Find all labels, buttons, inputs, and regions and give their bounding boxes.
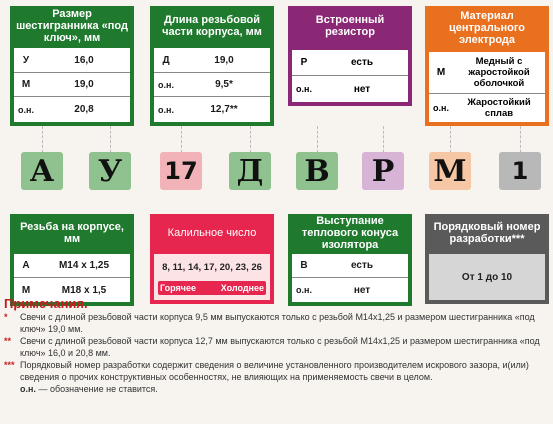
table-row bbox=[14, 48, 130, 73]
resistor-panel bbox=[288, 6, 412, 106]
table-row bbox=[14, 97, 130, 122]
electrode-panel bbox=[425, 6, 549, 126]
code-letter-resistor: Р bbox=[362, 152, 404, 190]
resistor-table bbox=[292, 50, 408, 102]
insulator-panel bbox=[288, 214, 412, 306]
thread-panel bbox=[10, 214, 134, 306]
row-value: есть bbox=[350, 260, 374, 271]
thread-length-panel bbox=[150, 6, 274, 126]
code-letter-serial: 1 bbox=[499, 152, 541, 190]
table-row bbox=[292, 50, 408, 76]
row-value: 9,5* bbox=[215, 79, 233, 90]
row-key: о.н. bbox=[433, 103, 449, 113]
thread-title: Резьба на корпусе, мм bbox=[10, 214, 134, 252]
table-row bbox=[14, 254, 130, 278]
table-row bbox=[292, 254, 408, 278]
note-text: Свечи с длиной резьбовой части корпуса 12,7 мм выпускаются только с резьбой М14х1,25 и размером шестигранника «под ключ» 16,0 и 20,8 мм. bbox=[20, 336, 540, 358]
table-row bbox=[429, 52, 545, 94]
row-key: о.н. bbox=[158, 79, 174, 90]
table-row bbox=[292, 76, 408, 102]
row-value: М14 х 1,25 bbox=[58, 260, 110, 271]
heat-scale-arrow bbox=[158, 281, 266, 295]
notes-title: Примечания. bbox=[4, 296, 88, 311]
hex-size-table bbox=[14, 48, 130, 122]
note-mark: * bbox=[4, 312, 8, 322]
note-text: Свечи с длиной резьбовой части корпуса 9,5 мм выпускаются только с резьбой М14х1,25 и размером шестигранника «под ключ» 19,0 мм. bbox=[20, 312, 535, 334]
row-key: А bbox=[22, 260, 30, 271]
row-key: Д bbox=[162, 54, 170, 66]
table-row bbox=[154, 48, 270, 73]
serial-body bbox=[429, 254, 545, 300]
table-row bbox=[14, 73, 130, 97]
note-abbrev: о.н. bbox=[20, 384, 36, 394]
row-key: М bbox=[436, 67, 446, 78]
row-value: есть bbox=[350, 57, 374, 68]
electrode-table bbox=[429, 52, 545, 122]
heat-values: 8, 11, 14, 17, 20, 23, 26 bbox=[162, 262, 262, 273]
notes-section bbox=[4, 296, 549, 395]
table-row bbox=[429, 94, 545, 122]
serial-panel bbox=[425, 214, 549, 304]
row-key: Р bbox=[300, 57, 308, 68]
electrode-title: Материал центрального электрода bbox=[448, 10, 526, 46]
note-item bbox=[4, 335, 549, 359]
row-value: 12,7** bbox=[210, 104, 238, 115]
note-item bbox=[4, 311, 549, 335]
row-value: 19,0 bbox=[214, 54, 234, 66]
row-value: 16,0 bbox=[74, 54, 94, 66]
thread-length-table bbox=[154, 48, 270, 122]
row-key: о.н. bbox=[296, 84, 312, 94]
serial-title: Порядковый номер разработки*** bbox=[433, 221, 541, 245]
row-key: о.н. bbox=[18, 104, 34, 115]
colder-label: Холоднее bbox=[220, 283, 264, 293]
heat-rating-body bbox=[154, 254, 270, 300]
note-item bbox=[4, 383, 549, 395]
note-text: — обозначение не ставится. bbox=[35, 384, 158, 394]
resistor-title: Встроенный резистор bbox=[315, 14, 385, 38]
row-key: В bbox=[300, 260, 308, 271]
note-mark: *** bbox=[4, 360, 15, 370]
heat-rating-panel bbox=[150, 214, 274, 304]
hotter-label: Горячее bbox=[160, 283, 197, 293]
row-key: М bbox=[21, 79, 31, 90]
table-row bbox=[154, 73, 270, 97]
hex-size-panel bbox=[10, 6, 134, 126]
code-letter-hex: У bbox=[89, 152, 131, 190]
code-letter-electrode: М bbox=[429, 152, 471, 190]
row-value: нет bbox=[353, 284, 371, 296]
thread-length-title: Длина резьбовой части корпуса, мм bbox=[150, 6, 274, 46]
row-key: о.н. bbox=[296, 285, 312, 295]
serial-value: От 1 до 10 bbox=[461, 271, 513, 283]
thread-table bbox=[14, 254, 130, 302]
row-value: 20,8 bbox=[74, 104, 94, 115]
row-value: нет bbox=[353, 83, 371, 95]
row-value: М18 х 1,5 bbox=[61, 284, 107, 296]
row-value: Медный с жаростойкой оболочкой bbox=[468, 56, 530, 89]
note-text: Порядковый номер разработки содержит сведения о величине установленного производителем искрового зазора, и(или) сведения о прочих конструктивных особенностях, не влияющих на применяемость свечи в целом. bbox=[20, 360, 529, 382]
row-key: У bbox=[22, 54, 30, 66]
row-key: о.н. bbox=[158, 104, 174, 115]
code-letter-insulator: В bbox=[296, 152, 338, 190]
note-mark: ** bbox=[4, 336, 12, 346]
note-item bbox=[4, 359, 549, 383]
table-row bbox=[154, 97, 270, 122]
insulator-title: Выступание теплового конуса изолятора bbox=[288, 214, 412, 252]
row-value: Жаростойкий сплав bbox=[467, 97, 531, 119]
hex-size-title: Размер шестигранника «под ключ», мм bbox=[10, 6, 134, 46]
row-value: 19,0 bbox=[74, 79, 94, 90]
heat-rating-title: Калильное число bbox=[167, 227, 257, 239]
insulator-table bbox=[292, 254, 408, 302]
row-key: М bbox=[21, 284, 31, 296]
code-letter-length: Д bbox=[229, 152, 271, 190]
code-letter-heat: 17 bbox=[160, 152, 202, 190]
code-letter-thread: А bbox=[21, 152, 63, 190]
